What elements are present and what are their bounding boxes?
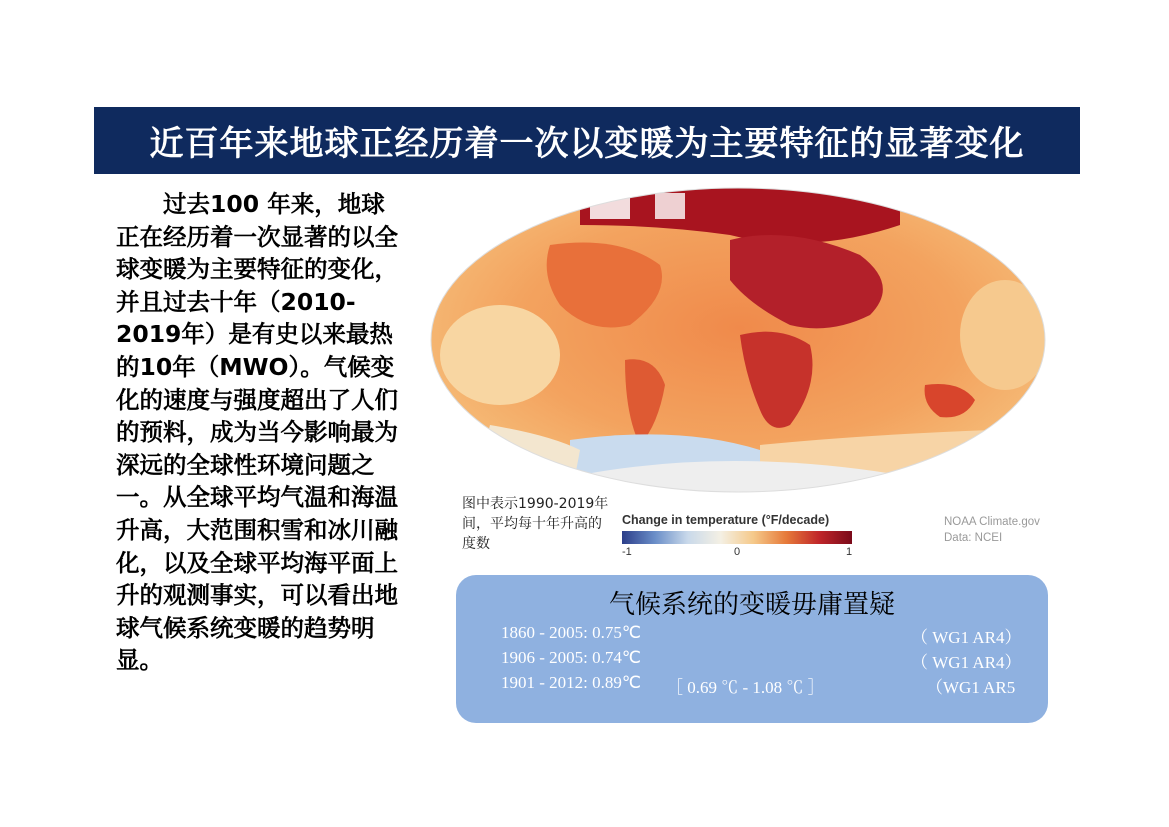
warming-summary-box [456, 575, 1048, 723]
legend-ticks [622, 544, 862, 560]
data-row-1 [501, 623, 1022, 647]
world-map-image [430, 185, 1050, 503]
map-caption: 图中表示1990-2019年间，平均每十年升高的度数 [462, 496, 609, 552]
data-row-2 [501, 648, 1022, 672]
row-value: 0.74℃ [592, 648, 641, 667]
credit-source: NOAA Climate.gov [944, 516, 1040, 528]
color-legend [622, 513, 862, 560]
legend-tick-min: -1 [622, 546, 632, 558]
row-source: （ WG1 AR4） [911, 653, 1022, 672]
legend-tick-mid: 0 [734, 546, 741, 558]
legend-title: Change in temperature (°F/decade) [622, 513, 830, 527]
legend-tick-max: 1 [846, 546, 853, 558]
data-row-3 [501, 673, 1016, 697]
row-source: （ WG1 AR4） [911, 628, 1022, 647]
row-range: ［ 0.69 ℃ - 1.08 ℃ ］ [666, 678, 825, 697]
row-period: 1901 - 2012: [501, 673, 588, 692]
row-period: 1906 - 2005: [501, 648, 588, 667]
title-bar [94, 107, 1080, 174]
row-value: 0.89℃ [592, 673, 641, 692]
map-credit [944, 514, 1040, 546]
box-title: 气候系统的变暖毋庸置疑 [608, 590, 895, 620]
row-value: 0.75℃ [592, 623, 641, 642]
row-source: （WG1 AR5 [926, 678, 1016, 697]
body-paragraph: 过去100 年来，地球正在经历着一次显著的以全球变暖为主要特征的变化，并且过去十年（2010-2019年）是有史以来最热的10年（MWO）。气候变化的速度与强度超出了人们的预料，成为当今影响最为深远的全球性环境问题之一。从全球平均气温和海温升高，大范围积雪和冰川融化，以及全球平均海平面上升的观测事实，可以看出地球气候系统变暖的趋势明显。 [116, 190, 398, 675]
row-period: 1860 - 2005: [501, 623, 588, 642]
credit-data: Data: NCEI [944, 532, 1003, 544]
legend-color-bar [622, 531, 852, 544]
temperature-map [430, 185, 1050, 503]
slide-title: 近百年来地球正经历着一次以变暖为主要特征的显著变化 [149, 124, 1025, 164]
